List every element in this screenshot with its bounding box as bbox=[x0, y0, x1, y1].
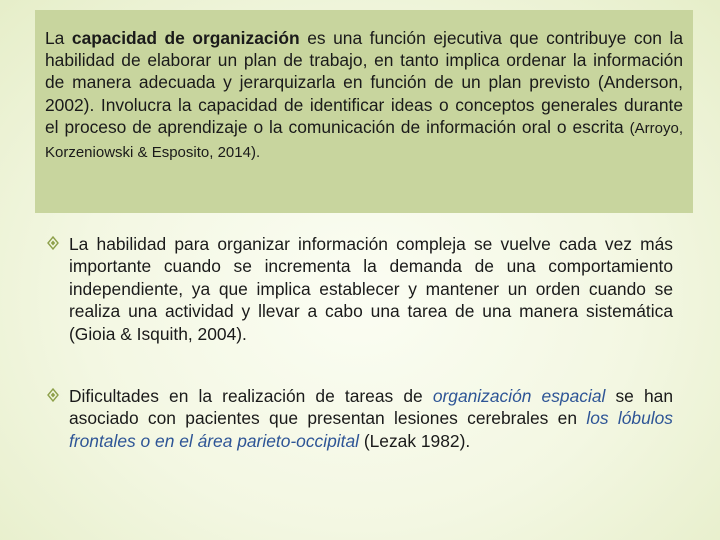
intro-paragraph bbox=[45, 27, 683, 164]
bullet-2-pre: Dificultades en la realización de tareas de bbox=[69, 386, 433, 406]
bullet-2-post: (Lezak 1982). bbox=[359, 430, 471, 451]
bullet-2-mid: se han asociado con pacientes que presentan lesiones cerebrales en bbox=[69, 386, 673, 429]
diamond-bullet-icon bbox=[47, 388, 59, 402]
bullet-item-2 bbox=[47, 385, 673, 452]
diamond-bullet-icon bbox=[47, 236, 59, 250]
bullet-item-1 bbox=[47, 233, 673, 345]
intro-bold-term: capacidad de organización bbox=[71, 28, 300, 48]
intro-box bbox=[35, 10, 693, 213]
highlight-lobulos-frontales: los lóbulos frontales o en el área parieto-occipital bbox=[69, 408, 673, 451]
highlight-organizacion-espacial: organización espacial bbox=[432, 386, 606, 406]
bullet-text-2 bbox=[69, 385, 673, 452]
intro-main: es una función ejecutiva que contribuye con la habilidad de elaborar un plan de trabajo, en tanto implica ordenar la información de manera adecuada y jerarquizarla en función de un plan previsto (Anderson, 2002). Involucra la capacidad de identificar ideas o conceptos generales durante el proceso de aprendizaje o la comunicación de información oral o escrita bbox=[45, 28, 684, 137]
intro-citation: (Arroyo, Korzeniowski & Esposito, 2014). bbox=[45, 119, 683, 162]
intro-pre: La bbox=[45, 28, 72, 48]
bullet-text-1: La habilidad para organizar información compleja se vuelve cada vez más importante cuando se incrementa la demanda de una comportamiento independiente, ya que implica establecer y mantener un orden cuando se realiza una actividad y llevar a cabo una tarea de una manera sistemática (Gioia & Isquith, 2004). bbox=[69, 234, 673, 344]
